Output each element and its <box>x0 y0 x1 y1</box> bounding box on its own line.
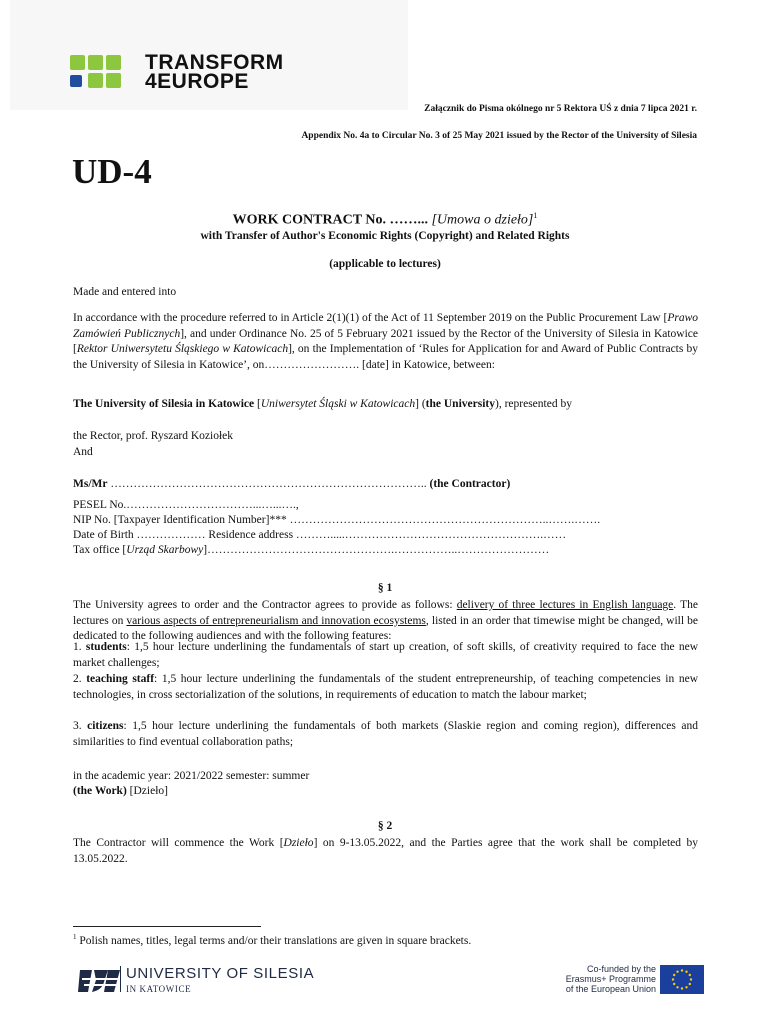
tax-italic: Urząd Skarbowy <box>126 544 204 556</box>
work-rest: [Dzieło] <box>126 785 168 797</box>
item-number: 2. <box>73 673 87 685</box>
eu-star-icon <box>681 987 683 989</box>
work-definition <box>73 784 698 800</box>
eu-star-icon <box>681 969 683 971</box>
eu-star-icon <box>690 978 692 980</box>
contractor-line <box>73 477 698 493</box>
erasmus-line-3: of the European Union <box>565 984 656 994</box>
logo-square <box>106 73 121 88</box>
footnote-divider <box>73 926 261 927</box>
applicable-note: (applicable to lectures) <box>329 258 441 270</box>
university-polish: Uniwersytet Śląski w Katowicach <box>260 398 416 410</box>
contract-title <box>72 211 698 229</box>
item-audience: teaching staff <box>86 673 155 685</box>
university-role: the University <box>425 398 495 410</box>
academic-year: in the academic year: 2021/2022 semester: summer <box>73 770 310 782</box>
eu-flag-icon <box>660 965 704 994</box>
intro-italic-a: Prawo Zamówień Publicznych <box>73 312 698 340</box>
footer-divider <box>120 966 121 992</box>
work-bold: (the Work) <box>73 785 127 797</box>
footnote <box>73 933 471 947</box>
eu-star-icon <box>676 971 678 973</box>
title-main: WORK CONTRACT No. ……... <box>232 212 432 228</box>
contractor-label: Ms/Mr <box>73 478 108 490</box>
appendix-header-polish: Załącznik do Pisma okólnego nr 5 Rektora UŚ z dnia 7 lipca 2021 r. <box>424 104 697 114</box>
title-polish: [Umowa o dzieło] <box>431 212 534 228</box>
s1-underline-b: various aspects of entrepreneurialism and innovation ecosystems <box>126 614 426 627</box>
logo-text <box>145 53 284 91</box>
s2-italic: Dzieło <box>283 837 314 849</box>
intro-text-a: In accordance with the procedure referred to in Article 2(1)(1) of the Act of 11 September 2019 on the Public Procurement Law [ <box>73 312 668 324</box>
made-entered: Made and entered into <box>73 286 177 298</box>
university-footer-name: UNIVERSITY OF SILESIA <box>126 965 315 982</box>
eu-star-icon <box>673 983 675 985</box>
logo-line-2: 4EUROPE <box>145 70 249 93</box>
logo-square <box>106 55 121 70</box>
section-2-heading: § 2 <box>377 820 393 832</box>
item-number: 1. <box>73 641 86 653</box>
and-word: And <box>73 446 93 458</box>
footnote-number: 1 <box>73 933 77 941</box>
university-footer-sub: IN KATOWICE <box>126 984 192 994</box>
item-text: : 1,5 hour lecture underlining the fundamentals of start up creation, of soft skills, of creativity required to face the new market challenges; <box>73 641 699 669</box>
list-item <box>73 672 698 703</box>
item-text: : 1,5 hour lecture underlining the fundamentals of the student entrepreneurship, of teaching competencies in new technologies, in cross sectorialization of the solutions, in requirements of education to match the labour market; <box>73 673 698 701</box>
contractor-role: (the Contractor) <box>429 478 511 490</box>
dob-field: Date of Birth ……………… Residence address ……….....…………………………………………….…… <box>73 529 567 541</box>
footnote-text: Polish names, titles, legal terms and/or their translations are given in square brackets. <box>76 934 472 947</box>
eu-star-icon <box>685 986 687 988</box>
logo-line-1: TRANSFORM <box>145 51 284 74</box>
intro-paragraph <box>73 311 698 373</box>
section-2-paragraph <box>73 836 698 867</box>
logo-square <box>70 75 82 87</box>
item-audience: citizens <box>87 720 124 732</box>
s1-underline-a: delivery of three lectures in English language <box>456 599 674 611</box>
s2-text-a: The Contractor will commence the Work [ <box>73 837 284 849</box>
university-party: The University of Silesia in Katowice [Uniwersytet Śląski w Katowicach] (the University), represented by <box>73 398 572 410</box>
represented-by: , represented by <box>498 398 572 410</box>
s1-text-a: The University agrees to order and the Contractor agrees to provide as follows: <box>73 599 457 611</box>
tax-text-a: Tax office [ <box>73 544 127 556</box>
item-number: 3. <box>73 720 88 732</box>
tax-text-b: ]………………………………………….……………..…………………… <box>203 544 550 556</box>
contractor-dots: ……………………………………………………………………….. <box>107 478 430 490</box>
tax-office-field <box>73 543 698 559</box>
s1-text-b: . The lectures on <box>73 599 699 627</box>
item-audience: students <box>85 641 127 653</box>
intro-text-c: ], on the Implementation of ‘Rules for Application for and Award of Public Contracts by the University of Silesia in Katowice’, on……………………. [date] in Katowice, between: <box>73 343 698 371</box>
eu-star-icon <box>689 974 691 976</box>
eu-star-icon <box>673 974 675 976</box>
s2-text-b: ] on 9-13.05.2022, and the Parties agree that the work shall be completed by 13.05.2022. <box>73 837 698 865</box>
eu-star-icon <box>685 971 687 973</box>
logo-square <box>88 55 103 70</box>
erasmus-text <box>560 964 656 994</box>
eu-star-icon <box>672 978 674 980</box>
intro-text-b: ], and under Ordinance No. 25 of 5 February 2021 issued by the Rector of the University of Silesia in Katowice [ <box>73 327 699 356</box>
eu-star-icon <box>689 983 691 985</box>
section-1-heading: § 1 <box>377 582 393 594</box>
rector-name: the Rector, prof. Ryszard Koziołek <box>73 430 234 442</box>
eu-star-icon <box>676 986 678 988</box>
list-item <box>73 719 698 750</box>
logo-panel <box>10 0 408 110</box>
s1-text-c: , listed in an order that timewise might be changed, will be dedicated to the following audiences and with the following features: <box>73 614 699 643</box>
section-1-paragraph <box>73 598 698 645</box>
university-name: The University of Silesia in Katowice <box>73 398 255 410</box>
university-of-silesia-logo-icon <box>78 966 120 994</box>
document-code: UD-4 <box>72 152 152 191</box>
contract-subtitle: with Transfer of Author's Economic Rights (Copyright) and Related Rights <box>200 230 570 242</box>
erasmus-line-2: Erasmus+ Programme <box>565 974 656 984</box>
item-text: : 1,5 hour lecture underlining the fundamentals of both markets (Slaskie region and coming region), differences and similarities to find eventual collaboration paths; <box>73 720 698 748</box>
erasmus-line-1: Co-funded by the <box>586 964 656 974</box>
intro-italic-b: Rektor Uniwersytetu Śląskiego w Katowicach <box>76 343 289 356</box>
pesel-field: PESEL No.……………………………...…...…., <box>73 499 299 511</box>
nip-field: NIP No. [Taxpayer Identification Number]*** …………………………………………………………..…….……. <box>73 514 601 526</box>
appendix-header-english: Appendix No. 4a to Circular No. 3 of 25 May 2021 issued by the Rector of the University of Silesia <box>301 131 697 141</box>
list-item <box>73 640 698 671</box>
logo-square <box>88 73 103 88</box>
logo-square <box>70 55 85 70</box>
footnote-ref: 1 <box>533 211 538 220</box>
